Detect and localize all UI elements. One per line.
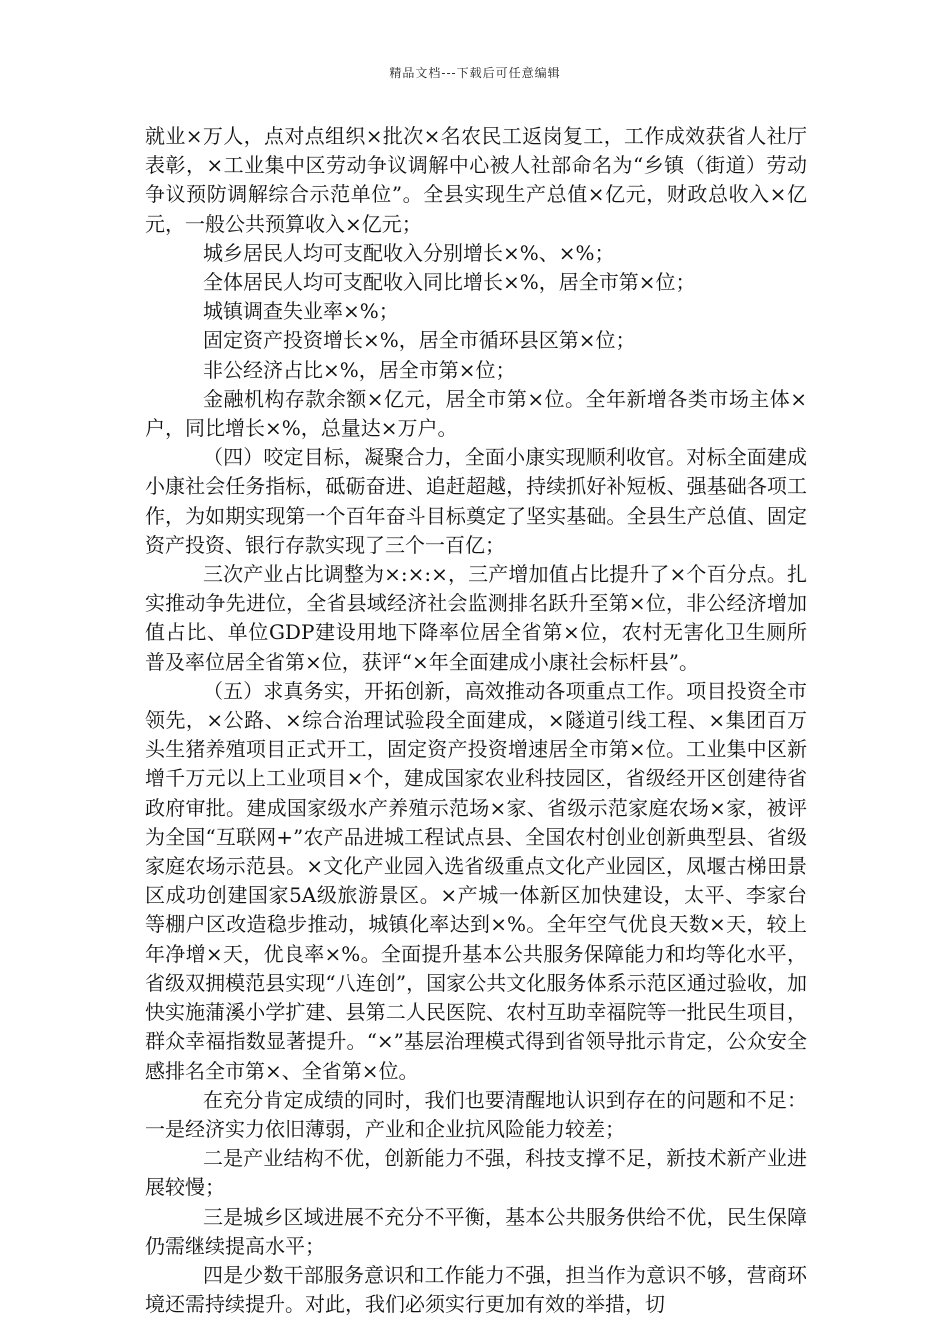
paragraph-resident-income: 全体居民人均可支配收入同比增长×%，居全市第×位； [203,270,696,295]
paragraph-section-five: （五）求真务实，开拓创新，高效推动各项重点工作。项目投资全市领先，×公路、×综合治理试验段全面建成，×隧道引线工程、×集团百万头生猪养殖项目正式开工，固定资产投资增速居全市第×位。工业集中区新增千万元以上工业项目×个，建成国家农业科技园区，省级经开区创建待省政府审批。建成国家级水产养殖示范场×家、省级示范家庭农场×家，被评为全国“互联网+”农产品进城工程试点县、全国农村创业创新典型县、省级家庭农场示范县。×文化产业园入选省级重点文化产业园区，凤堰古梯田景区成功创建国家5A级旅游景区。×产城一体新区加快建设，太平、李家台等棚户区改造稳步推动，城镇化率达到×%。全年空气优良天数×天，较上年净增×天，优良率×%。全面提升基本公共服务保障能力和均等化水平，省级双拥模范县实现“八连创”，国家公共文化服务体系示范区通过验收，加快实施蒲溪小学扩建、县第二人民医院、农村互助幸福院等一批民生项目，群众幸福指数显著提升。“×”基层治理模式得到省领导批示肯定，公众安全感排名全市第×、全省第×位。 [145,678,807,1083]
paragraph-industry-ratio: 三次产业占比调整为×:×:×，三产增加值占比提升了×个百分点。扎实推动争先进位，全省县域经济社会监测排名跃升至第×位，非公经济增加值占比、单位GDP建设用地下降率位居全省第×位，农村无害化卫生厕所普及率位居全省第×位，获评“×年全面建成小康社会标杆县”。 [145,562,807,674]
paragraph-income-growth: 城乡居民人均可支配收入分别增长×%、×%； [203,240,615,265]
paragraph-problem-four: 四是少数干部服务意识和工作能力不强，担当作为意识不够，营商环境还需持续提升。对此，我们必须实行更加有效的举措，切 [145,1262,807,1317]
paragraph-employment: 就业×万人，点对点组织×批次×名农民工返岗复工，工作成效获省人社厅表彰，×工业集中区劳动争议调解中心被人社部命名为“乡镇（街道）劳动争议预防调解综合示范单位”。全县实现生产总值×亿元，财政总收入×亿元，一般公共预算收入×亿元； [145,124,807,236]
page-header: 精品文档---下载后可任意编辑 [389,66,561,80]
paragraph-problem-two: 二是产业结构不优，创新能力不强，科技支撑不足，新技术新产业进展较慢； [145,1146,807,1200]
paragraph-non-public-economy: 非公经济占比×%，居全市第×位； [203,357,516,382]
paragraph-problem-three: 三是城乡区域进展不充分不平衡，基本公共服务供给不优，民生保障仍需继续提高水平； [145,1204,807,1258]
paragraph-fixed-investment: 固定资产投资增长×%，居全市循环县区第×位； [203,328,636,353]
paragraph-problems-intro: 在充分肯定成绩的同时，我们也要清醒地认识到存在的问题和不足：一是经济实力依旧薄弱，产业和企业抗风险能力较差； [145,1087,807,1141]
paragraph-unemployment: 城镇调查失业率×%； [203,299,399,324]
document-body [145,122,807,1319]
paragraph-financial-deposits: 金融机构存款余额×亿元，居全市第×位。全年新增各类市场主体×户，同比增长×%，总量达×万户。 [145,386,807,441]
paragraph-section-four: （四）咬定目标，凝聚合力，全面小康实现顺利收官。对标全面建成小康社会任务指标，砥砺奋进、追赶超越，持续抓好补短板、强基础各项工作，为如期实现第一个百年奋斗目标奠定了坚实基础。全县生产总值、固定资产投资、银行存款实现了三个一百亿； [145,445,807,557]
